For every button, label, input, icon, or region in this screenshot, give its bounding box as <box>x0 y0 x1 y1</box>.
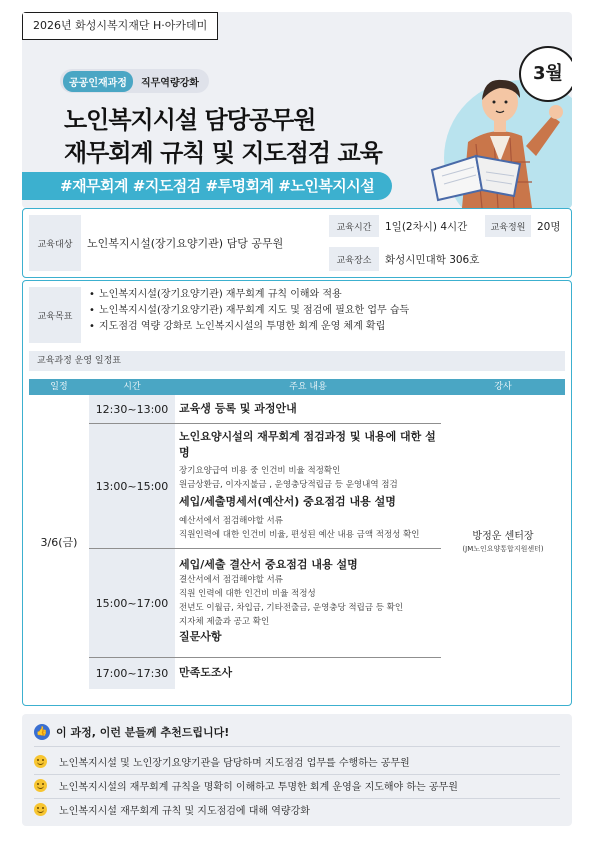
recommendation-text: 노인복지시설 및 노인장기요양기관을 담당하며 지도점검 업무를 수행하는 공무원 <box>59 757 410 769</box>
divider <box>34 774 560 775</box>
row-heading: 질문사항 <box>179 630 222 643</box>
schedule-date: 3/6(금) <box>40 536 78 549</box>
goal-item: • 노인복지시설(장기요양기관) 재무회계 규칙 이해와 적용 <box>89 287 409 303</box>
schedule-table <box>29 395 565 689</box>
page-title <box>64 104 382 170</box>
month-badge: 3월 <box>519 46 572 102</box>
row-subitem: 예산서에서 점검해야할 서류 <box>179 516 283 526</box>
recommendation-item <box>34 800 560 818</box>
goals-label: 교육목표 <box>29 287 81 343</box>
row-content <box>179 557 441 645</box>
row-subitem: 원금상환금, 이자지불금 , 운영충당적립금 등 운영내역 점검 <box>179 480 398 490</box>
row-content <box>179 401 441 417</box>
divider <box>34 746 560 747</box>
row-subitem: 직원 인력에 대한 인건비 비율 적정성 <box>179 589 316 599</box>
tag-job-competency: 직무역량강화 <box>140 77 199 89</box>
header-content: 주요 내용 <box>289 382 327 392</box>
recommendation-text: 노인복지시설 재무회계 규칙 및 지도점검에 대해 역량강화 <box>59 805 310 817</box>
row-time: 13:00~15:00 <box>89 424 175 548</box>
recommendation-title-text: 이 과정, 이런 분들께 추천드립니다! <box>56 726 230 739</box>
header-instructor: 강사 <box>494 382 512 392</box>
place-label: 교육장소 <box>329 247 379 271</box>
goal-item: • 지도점검 역량 강화로 노인복지시설의 투명한 회계 운영 체계 확립 <box>89 319 409 335</box>
goals-list <box>89 287 409 335</box>
smile-icon <box>34 755 47 768</box>
row-heading: 세입/세출 결산서 중요점검 내용 설명 <box>179 558 358 571</box>
instructor-cell <box>441 395 565 689</box>
row-heading: 노인요양시설의 재무회계 점검과정 및 내용에 대한 설명 <box>179 430 436 459</box>
row-heading: 교육생 등록 및 과정안내 <box>179 402 297 415</box>
row-content <box>179 665 441 681</box>
row-subitem: 지자체 제출과 공고 확인 <box>179 617 270 627</box>
time-label: 교육시간 <box>329 215 379 237</box>
row-content <box>179 429 441 542</box>
header-time: 시간 <box>123 382 141 392</box>
divider <box>34 798 560 799</box>
header-banner <box>22 12 572 208</box>
category-tags <box>60 69 209 93</box>
hashtag-bar: #재무회계 #지도점검 #투명회계 #노인복지시설 <box>22 172 392 200</box>
recommendation-title <box>34 724 229 740</box>
row-subitem: 직원인력에 대한 인건비 비율, 편성된 예산 내용 금액 적정성 확인 <box>179 530 420 540</box>
recommendation-item <box>34 752 560 770</box>
goal-item: • 노인복지시설(장기요양기관) 재무회계 지도 및 점검에 필요한 업무 습득 <box>89 303 409 319</box>
target-label: 교육대상 <box>29 215 81 271</box>
row-time: 17:00~17:30 <box>89 658 175 689</box>
instructor-name: 방정운 센터장 <box>472 530 534 542</box>
time-value: 1일(2차시) 4시간 <box>385 220 468 233</box>
thumbs-up-icon: 👍 <box>34 724 50 740</box>
course-info-box <box>22 208 572 278</box>
row-time: 12:30~13:00 <box>89 395 175 423</box>
title-line-1: 노인복지시설 담당공무원 <box>64 106 316 134</box>
row-heading: 세입/세출명세서(예산서) 중요점검 내용 설명 <box>179 495 396 508</box>
header-date: 일정 <box>50 382 68 392</box>
row-subitem: 결산서에서 점검해야할 서류 <box>179 575 283 585</box>
row-time: 15:00~17:00 <box>89 549 175 657</box>
place-value: 화성시민대학 306호 <box>385 253 480 266</box>
capacity-label: 교육정원 <box>485 215 531 237</box>
schedule-table-header <box>29 379 565 395</box>
recommendation-text: 노인복지시설의 재무회계 규칙을 명확히 이해하고 투명한 회계 운영을 지도해야 하는 공무원 <box>59 781 458 793</box>
smile-icon <box>34 779 47 792</box>
row-subitem: 전년도 이월금, 차입금, 기타전출금, 운영충당 적립금 등 확인 <box>179 603 404 613</box>
curriculum-box <box>22 280 572 706</box>
tag-public-talent: 공공인재과정 <box>63 71 133 92</box>
capacity-value: 20명 <box>537 220 561 233</box>
recommendation-item <box>34 776 560 794</box>
row-subitem: 장기요양급여 비용 중 인건비 비율 적정확인 <box>179 466 341 476</box>
target-value: 노인복지시설(장기요양기관) 담당 공무원 <box>87 237 284 250</box>
academy-label: 2026년 화성시복지재단 H·아카데미 <box>22 12 218 40</box>
recommendation-box <box>22 714 572 826</box>
instructor-org: (JM노인요양통합지원센터) <box>462 544 544 553</box>
smile-icon <box>34 803 47 816</box>
schedule-title: 교육과정 운영 일정표 <box>29 351 565 371</box>
row-heading: 만족도조사 <box>179 666 233 679</box>
title-line-2: 재무회계 규칙 및 지도점검 교육 <box>64 139 382 167</box>
